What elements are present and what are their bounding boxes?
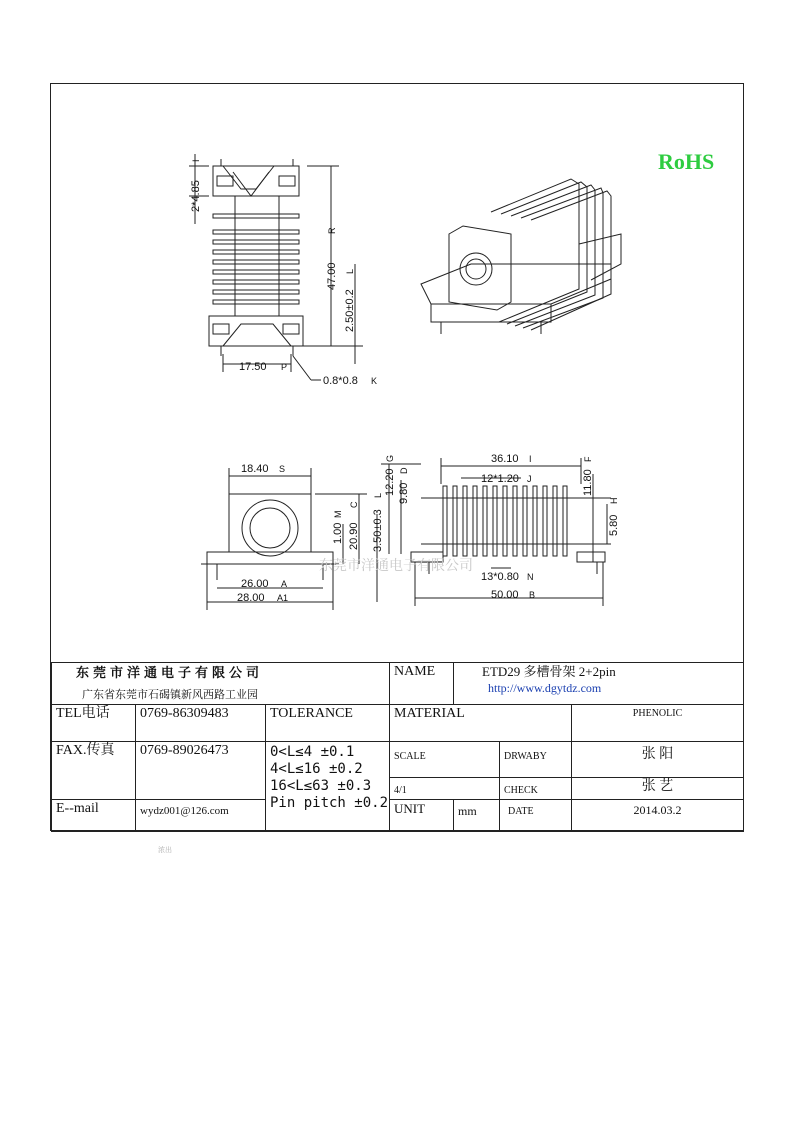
rohs-mark: RoHS	[658, 149, 715, 174]
email-label: E--mail	[52, 800, 136, 832]
dim-offset: 1.00	[332, 522, 344, 544]
dim-outer-width: 28.00	[237, 592, 265, 604]
check-value: 张 艺	[572, 778, 744, 800]
svg-text:F: F	[583, 456, 593, 462]
dim-overall-height: 47.00	[326, 262, 338, 290]
check-label: CHECK	[500, 778, 572, 800]
dim-top-width: 18.40	[241, 463, 269, 475]
material-value: PHENOLIC	[572, 705, 744, 742]
svg-text:G: G	[385, 454, 395, 462]
footer-mark: 浓出	[158, 846, 172, 854]
date-value: 2014.03.2	[572, 800, 744, 832]
front-fins	[213, 214, 299, 304]
tel-value: 0769-86309483	[136, 705, 266, 742]
svg-text:I: I	[529, 454, 532, 464]
dim-inner-width: 26.00	[241, 578, 269, 590]
part-name: ETD29 多槽骨架 2+2pin	[482, 664, 616, 679]
technical-drawing	[51, 84, 745, 662]
tolerance-label: TOLERANCE	[266, 705, 390, 742]
svg-text:H: H	[609, 497, 619, 504]
svg-text:C: C	[349, 501, 359, 508]
tel-label: TEL电话	[52, 705, 136, 742]
dim-flange-height: 12.20	[384, 468, 396, 496]
dim-core-height: 20.90	[348, 522, 360, 550]
svg-text:D: D	[399, 467, 409, 474]
material-label: MATERIAL	[390, 705, 572, 742]
side-fins	[443, 486, 567, 556]
svg-text:A1: A1	[277, 593, 289, 603]
dim-side-height: 11.80	[582, 469, 594, 496]
website-link[interactable]: http://www.dgytdz.com	[488, 681, 602, 695]
tolerance-row: 4<L≤16 ±0.2	[270, 761, 363, 777]
dim-total-length: 50.00	[491, 589, 519, 601]
dim-front-top: 2*4.85	[190, 180, 202, 212]
fax-label: FAX.传真	[52, 742, 136, 800]
svg-text:P: P	[281, 362, 288, 372]
scale-value: 4/1	[390, 778, 500, 800]
date-label: DATE	[500, 800, 572, 832]
drawn-value: 张 阳	[572, 742, 744, 778]
dim-pin-size: 0.8*0.8	[323, 375, 358, 387]
drawing-frame	[50, 83, 744, 831]
svg-text:A: A	[281, 579, 288, 589]
company-address: 广东省东莞市石碣镇新风西路工业园	[82, 688, 258, 701]
drawn-label: DRWABY	[500, 742, 572, 778]
fax-value: 0769-89026473	[136, 742, 266, 800]
svg-text:M: M	[333, 510, 343, 518]
svg-text:K: K	[371, 376, 378, 386]
tolerance-row: 16<L≤63 ±0.3	[270, 778, 372, 794]
dim-side-inner: 5.80	[608, 514, 620, 536]
tolerance-table	[266, 742, 390, 832]
dim-flange-offset: 3.50±0.3	[372, 509, 384, 552]
title-block	[51, 662, 744, 832]
dim-base-width: 17.50	[239, 361, 267, 373]
svg-text:L: L	[345, 268, 355, 274]
company-cell	[52, 663, 390, 705]
scale-label: SCALE	[390, 742, 500, 778]
svg-text:I: I	[191, 159, 201, 162]
svg-text:B: B	[529, 590, 536, 600]
watermark: 东莞市洋通电子有限公司	[319, 557, 473, 573]
dim-flange-inner: 9.80	[398, 482, 410, 504]
svg-text:N: N	[527, 572, 534, 582]
dim-fin-thickness: 13*0.80	[481, 571, 519, 583]
unit-value: mm	[454, 800, 500, 832]
tolerance-row: Pin pitch ±0.2	[270, 795, 389, 811]
email-value: wydz001@126.com	[136, 800, 266, 832]
svg-text:R: R	[327, 227, 337, 234]
svg-text:S: S	[279, 464, 286, 474]
svg-text:J: J	[527, 474, 532, 484]
company-name: 东莞市洋通电子有限公司	[76, 666, 264, 681]
dim-winding-length: 36.10	[491, 453, 519, 465]
dim-slot-pitch: 2.50±0.2	[344, 289, 356, 332]
svg-text:L: L	[373, 492, 383, 498]
unit-label: UNIT	[390, 800, 454, 832]
name-label: NAME	[390, 663, 454, 705]
dim-fin-pitch: 12*1.20	[481, 473, 519, 485]
name-cell	[454, 663, 744, 705]
tolerance-row: 0<L≤4 ±0.1	[270, 744, 355, 760]
isometric-view	[421, 179, 621, 334]
